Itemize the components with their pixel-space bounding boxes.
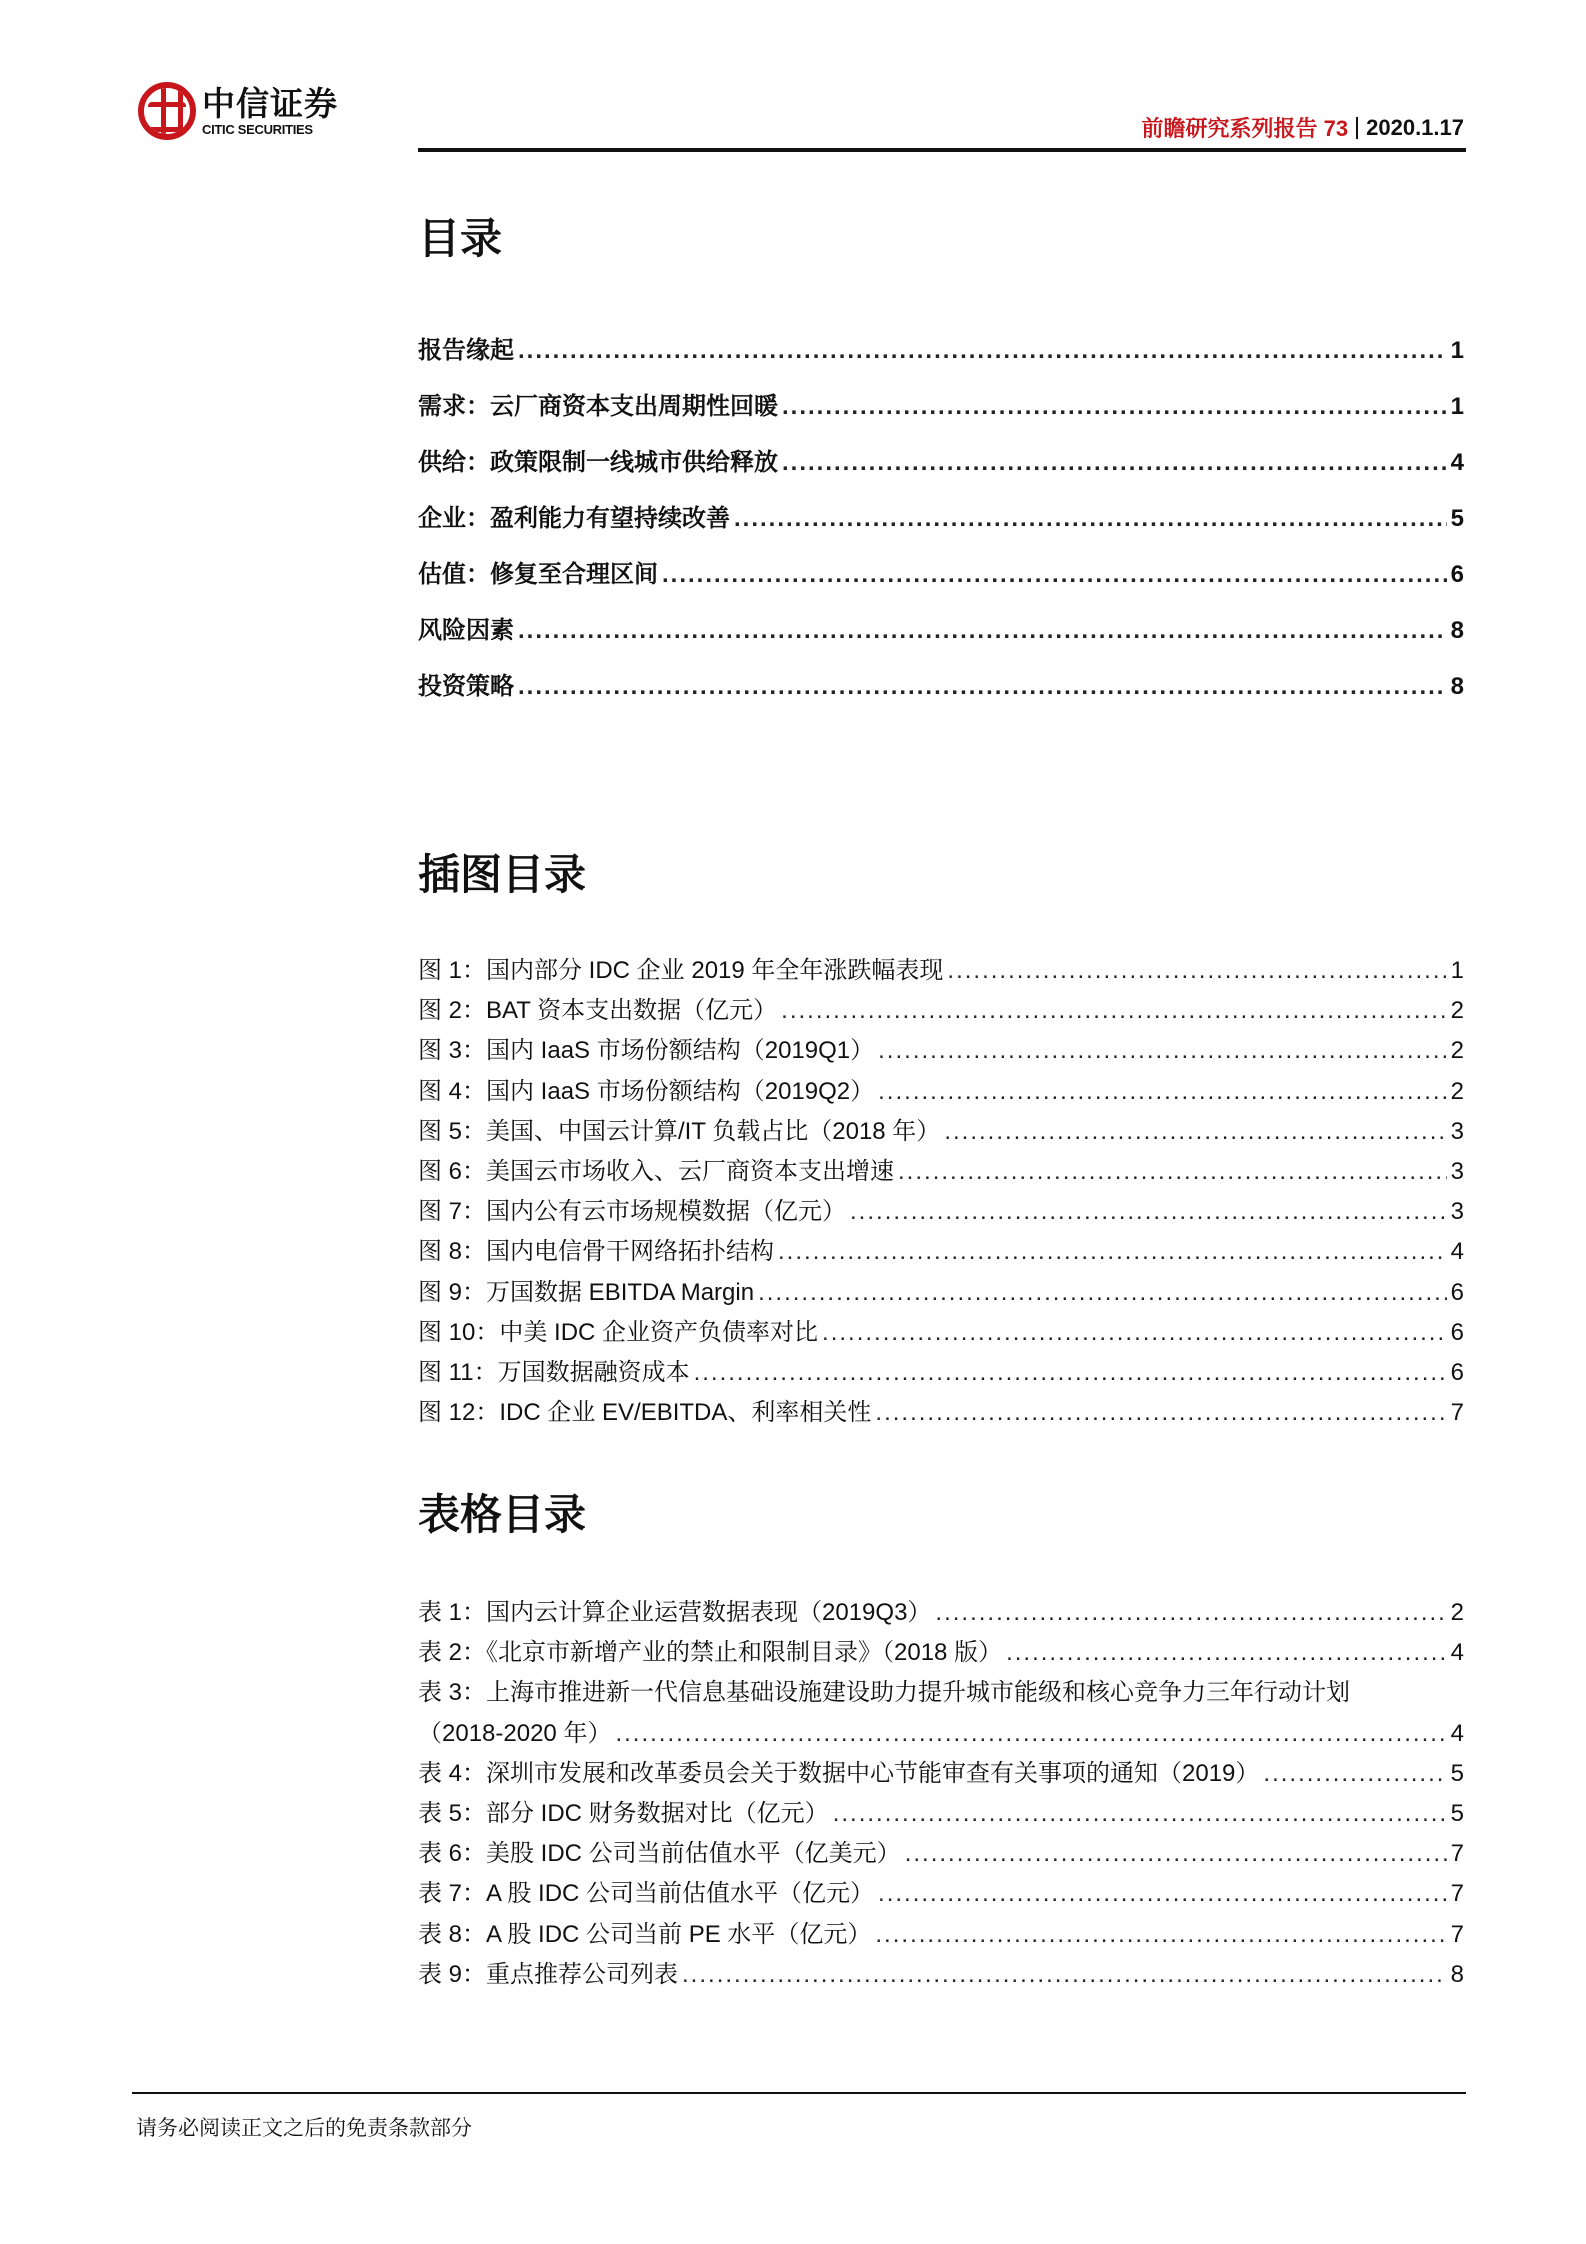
footer-disclaimer: 请务必阅读正文之后的免责条款部分 <box>136 2117 472 2140</box>
page-number: 6 <box>1450 1278 1464 1306</box>
dot-leader <box>947 957 1446 985</box>
entry-label: 报告缘起 <box>418 337 514 364</box>
table-entry[interactable] <box>418 1753 1464 1788</box>
dot-leader <box>781 997 1446 1025</box>
header-rule <box>418 148 1466 152</box>
page-number: 8 <box>1450 617 1464 644</box>
page-number: 3 <box>1450 1198 1464 1226</box>
entry-label: 投资策略 <box>418 673 514 700</box>
entry-label: 表 5：部分 IDC 财务数据对比（亿元） <box>418 1800 829 1827</box>
entry-label: 企业：盈利能力有望持续改善 <box>418 505 730 532</box>
page-number: 8 <box>1450 1960 1464 1988</box>
dot-leader <box>822 1319 1447 1347</box>
divider <box>1356 117 1358 139</box>
dot-leader <box>935 1599 1446 1627</box>
dot-leader <box>905 1840 1447 1868</box>
dot-leader <box>734 505 1447 533</box>
entry-label: 表 4：深圳市发展和改革委员会关于数据中心节能审查有关事项的通知（2019） <box>418 1759 1260 1787</box>
entry-label: 图 11：万国数据融资成本 <box>418 1359 690 1386</box>
page-number: 7 <box>1450 1920 1464 1948</box>
page-number: 5 <box>1450 1759 1464 1787</box>
entry-label: 图 3：国内 IaaS 市场份额结构（2019Q1） <box>418 1037 875 1065</box>
dot-leader <box>1006 1639 1447 1667</box>
entry-label: 图 7：国内公有云市场规模数据（亿元） <box>418 1198 847 1226</box>
dot-leader <box>518 337 1447 365</box>
report-header <box>1142 112 1464 143</box>
page-number: 6 <box>1450 561 1464 588</box>
page-number: 4 <box>1450 1719 1464 1747</box>
citic-logo <box>138 82 338 140</box>
report-date: 2020.1.17 <box>1366 114 1464 140</box>
entry-label: 图 9：万国数据 EBITDA Margin <box>418 1278 755 1306</box>
entry-label: 表 2：《北京市新增产业的禁止和限制目录》（2018 版） <box>418 1639 1003 1667</box>
dot-leader <box>662 561 1447 589</box>
toc-entry[interactable] <box>418 554 1464 589</box>
figure-entry[interactable] <box>418 1151 1464 1186</box>
table-entry[interactable] <box>418 1632 1464 1667</box>
dot-leader <box>878 1880 1447 1908</box>
page-number: 5 <box>1450 1800 1464 1827</box>
dot-leader <box>875 1921 1446 1949</box>
entry-label: 表 8：A 股 IDC 公司当前 PE 水平（亿元） <box>418 1920 872 1948</box>
dot-leader <box>833 1800 1447 1828</box>
toc-title: 目录 <box>418 215 503 262</box>
entry-label: 图 4：国内 IaaS 市场份额结构（2019Q2） <box>418 1077 875 1105</box>
entry-label: 需求：云厂商资本支出周期性回暖 <box>418 393 778 420</box>
citic-emblem-icon <box>138 82 196 140</box>
page-number: 7 <box>1450 1840 1464 1868</box>
dot-leader <box>782 393 1447 421</box>
toc-entry[interactable] <box>418 666 1464 701</box>
entry-label: 图 6：美国云市场收入、云厂商资本支出增速 <box>418 1158 895 1185</box>
entry-label: 图 2：BAT 资本支出数据（亿元） <box>418 997 778 1025</box>
figure-entry[interactable] <box>418 1111 1464 1146</box>
dot-leader <box>518 617 1447 645</box>
entry-label: 风险因素 <box>418 617 514 644</box>
page-number: 3 <box>1450 1117 1464 1145</box>
dot-leader <box>758 1279 1447 1307</box>
toc-entry[interactable] <box>418 610 1464 645</box>
page-number: 3 <box>1450 1158 1464 1185</box>
page-number: 1 <box>1450 337 1464 364</box>
figure-entry[interactable] <box>418 1272 1464 1307</box>
entry-label[interactable]: 表 3：上海市推进新一代信息基础设施建设助力提升城市能级和核心竞争力三年行动计划 <box>418 1679 1351 1707</box>
dot-leader <box>850 1198 1447 1226</box>
entry-label: 图 8：国内电信骨干网络拓扑结构 <box>418 1238 775 1266</box>
entry-label: 表 9：重点推荐公司列表 <box>418 1960 679 1988</box>
dot-leader <box>878 1037 1447 1065</box>
entry-label: 图 10：中美 IDC 企业资产负债率对比 <box>418 1318 819 1346</box>
page-number: 2 <box>1450 997 1464 1025</box>
page-number: 6 <box>1450 1359 1464 1386</box>
entry-label: 表 7：A 股 IDC 公司当前估值水平（亿元） <box>418 1880 875 1908</box>
page-number: 7 <box>1450 1399 1464 1427</box>
table-entry[interactable] <box>418 1592 1464 1627</box>
table-entry[interactable] <box>418 1833 1464 1868</box>
dot-leader <box>875 1399 1446 1427</box>
logo-cn: 中信证券 <box>202 84 338 122</box>
toc-entry[interactable] <box>418 442 1464 477</box>
figure-entry[interactable] <box>418 1030 1464 1065</box>
dot-leader <box>682 1961 1447 1989</box>
entry-label: 图 1：国内部分 IDC 企业 2019 年全年涨跌幅表现 <box>418 957 944 984</box>
entry-label: 图 5：美国、中国云计算/IT 负载占比（2018 年） <box>418 1117 941 1145</box>
page-number: 6 <box>1450 1318 1464 1346</box>
figure-entry[interactable] <box>418 1231 1464 1266</box>
page-number: 2 <box>1450 1037 1464 1065</box>
table-entry[interactable] <box>418 1873 1464 1908</box>
entry-label: 供给：政策限制一线城市供给释放 <box>418 449 778 476</box>
entry-label: 表 6：美股 IDC 公司当前估值水平（亿美元） <box>418 1840 901 1868</box>
dot-leader <box>898 1158 1447 1186</box>
page-number: 7 <box>1450 1880 1464 1908</box>
logo-en: CITIC SECURITIES <box>202 121 313 137</box>
table-entry[interactable] <box>418 1954 1464 1989</box>
tables-title: 表格目录 <box>418 1491 587 1538</box>
figure-entry[interactable] <box>418 1071 1464 1106</box>
page-number: 1 <box>1450 957 1464 984</box>
page-number: 5 <box>1450 505 1464 532</box>
figure-entry[interactable] <box>418 950 1464 985</box>
entry-label: 图 12：IDC 企业 EV/EBITDA、利率相关性 <box>418 1399 872 1427</box>
table-entry[interactable] <box>418 1914 1464 1949</box>
table-entry[interactable] <box>418 1793 1464 1828</box>
report-series: 前瞻研究系列报告 73 <box>1141 116 1349 141</box>
figure-entry[interactable] <box>418 1392 1464 1427</box>
page-number: 4 <box>1450 1639 1464 1667</box>
entry-label-cont: （2018-2020 年） <box>418 1719 612 1747</box>
entry-label: 估值：修复至合理区间 <box>418 561 658 588</box>
dot-leader <box>518 673 1447 701</box>
figure-entry[interactable] <box>418 1191 1464 1226</box>
figure-entry[interactable] <box>418 1352 1464 1387</box>
page-number: 4 <box>1450 449 1464 476</box>
dot-leader <box>615 1720 1446 1748</box>
toc-entry[interactable] <box>418 330 1464 365</box>
page-number: 2 <box>1450 1599 1464 1626</box>
page-number: 8 <box>1450 673 1464 700</box>
dot-leader <box>782 449 1447 477</box>
dot-leader <box>694 1359 1447 1387</box>
entry-label: 表 1：国内云计算企业运营数据表现（2019Q3） <box>418 1599 932 1626</box>
page-number: 4 <box>1450 1238 1464 1266</box>
toc-entry[interactable] <box>418 498 1464 533</box>
figure-entry[interactable] <box>418 990 1464 1025</box>
table-entry-continued[interactable] <box>418 1713 1464 1748</box>
footer-rule <box>132 2092 1466 2094</box>
dot-leader <box>778 1238 1447 1266</box>
dot-leader <box>944 1118 1446 1146</box>
dot-leader <box>878 1078 1447 1106</box>
dot-leader <box>1263 1760 1446 1788</box>
figure-entry[interactable] <box>418 1312 1464 1347</box>
page-number: 2 <box>1450 1077 1464 1105</box>
page-number: 1 <box>1450 393 1464 420</box>
toc-entry[interactable] <box>418 386 1464 421</box>
figures-title: 插图目录 <box>418 851 587 898</box>
